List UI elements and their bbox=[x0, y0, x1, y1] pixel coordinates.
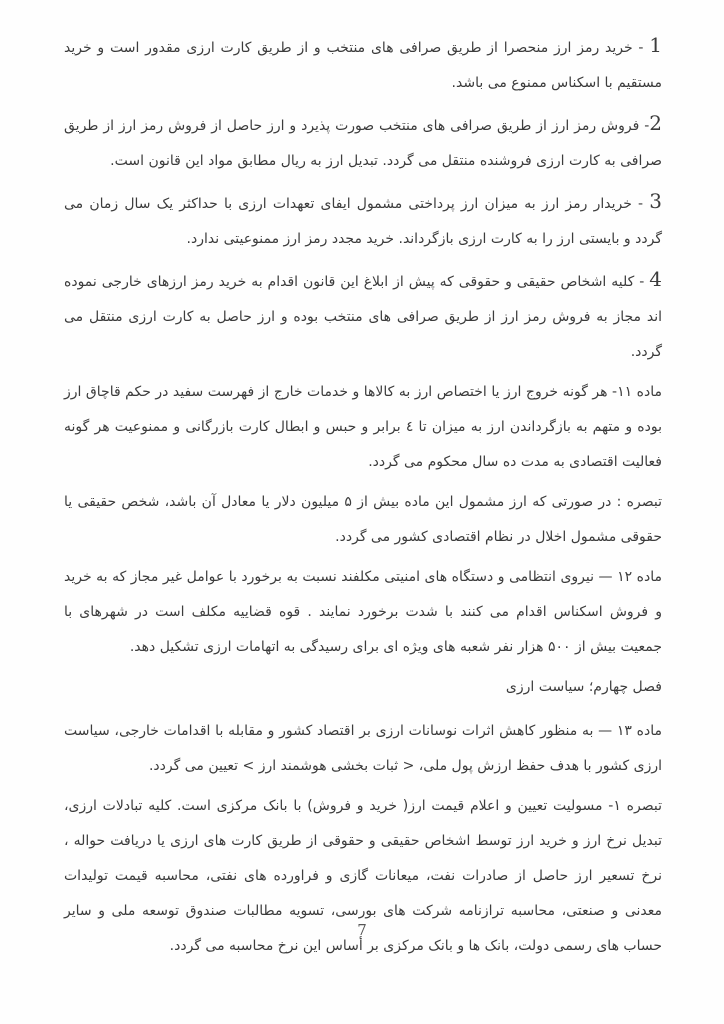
document-content bbox=[64, 28, 662, 969]
paragraph-article-13: ماده ۱۳ — به منظور کاهش اثرات نوسانات ارزی بر اقتصاد کشور و مقابله با اقدامات خارجی، سیاست ارزی کشور با هدف حفظ ارزش پول ملی، < ثبات بخشی هوشمند ارز > تعیین می گردد. bbox=[64, 723, 662, 774]
page-number: 7 bbox=[357, 921, 367, 939]
paragraph-article-12: ماده ۱۲ — نیروی انتظامی و دستگاه های امنیتی مکلفند نسبت به برخورد با عوامل غیر مجاز که به خرید و فروش اسکناس اقدام می کنند با شدت برخورد نمایند . قوه قضاییه مکلف است در شهرهای با جمعیت بیش از ۵۰۰ هزار نفر شعبه های ویژه ای برای رسیدگی به اتهامات ارزی تشکیل دهد. bbox=[64, 569, 662, 655]
paragraph-list-item-1: 1 - خرید رمز ارز منحصرا از طریق صرافی های منتخب و از طریق کارت ارزی مقدور است و خرید مستقیم با اسکناس ممنوع می باشد. bbox=[64, 33, 662, 91]
paragraph-list-item-3: 3 - خریدار رمز ارز به میزان ارز پرداختی مشمول ایفای تعهدات ارزی با حداکثر یک سال زمان می گردد و بایستی ارز را به کارت ارزی بازگرداند. خرید مجدد رمز ارز ممنوعیتی ندارد. bbox=[64, 189, 662, 247]
paragraph-note-1-article-13: تبصره ۱- مسولیت تعیین و اعلام قیمت ارز( خرید و فروش) با بانک مرکزی است. کلیه تبادلات ارزی، تبدیل نرخ ارز و خرید ارز توسط اشخاص حقیقی و حقوقی از طریق کارت های ارزی یا دریافت حواله ، نرخ تسعیر ارز حاصل از صادرات نفت، میعانات گازی و فراورده های نفتی، محاسبه قیمت تولیدات معدنی و صنعتی، محاسبه ترازنامه شرکت های بورسی، تسویه مطالبات صندوق توسعه ملی و سایر حساب های رسمی دولت، بانک ها و بانک مرکزی بر أساس این نرخ محاسبه می گردد. bbox=[64, 798, 662, 954]
paragraph-note-article-11: تبصره : در صورتی که ارز مشمول این ماده بیش از ۵ میلیون دلار یا معادل آن باشد، شخص حقیقی یا حقوقی مشمول اخلال در نظام اقتصادی کشور می گردد. bbox=[64, 494, 662, 545]
paragraph-list-item-2: 2- فروش رمز ارز از طریق صرافی های منتخب صورت پذیرد و ارز حاصل از فروش رمز ارز از طریق صرافی به کارت ارزی فروشنده منتقل می گردد. تبدیل ارز به ریال مطابق مواد این قانون است. bbox=[64, 111, 662, 169]
paragraph-list-item-4: 4 - کلیه اشخاص حقیقی و حقوقی که پیش از ابلاغ این قانون اقدام به خرید رمز ارزهای خارجی نموده اند مجاز به فروش رمز ارز از طریق صرافی های منتخب بوده و ارز حاصل به کارت ارزی منتقل می گردد. bbox=[64, 267, 662, 360]
page-footer bbox=[0, 920, 724, 939]
chapter-heading: فصل چهارم؛ سیاست ارزی bbox=[505, 679, 662, 695]
paragraph-article-11: ماده ۱۱- هر گونه خروج ارز یا اختصاص ارز به کالاها و خدمات خارج از فهرست سفید در حکم قاچاق ارز بوده و متهم به بازگرداندن ارز به میزان تا ٤ برابر و حبس و ابطال کارت بازرگانی و ممنوعیت هر گونه فعالیت اقتصادی به مدت ده سال محکوم می گردد. bbox=[64, 384, 662, 470]
